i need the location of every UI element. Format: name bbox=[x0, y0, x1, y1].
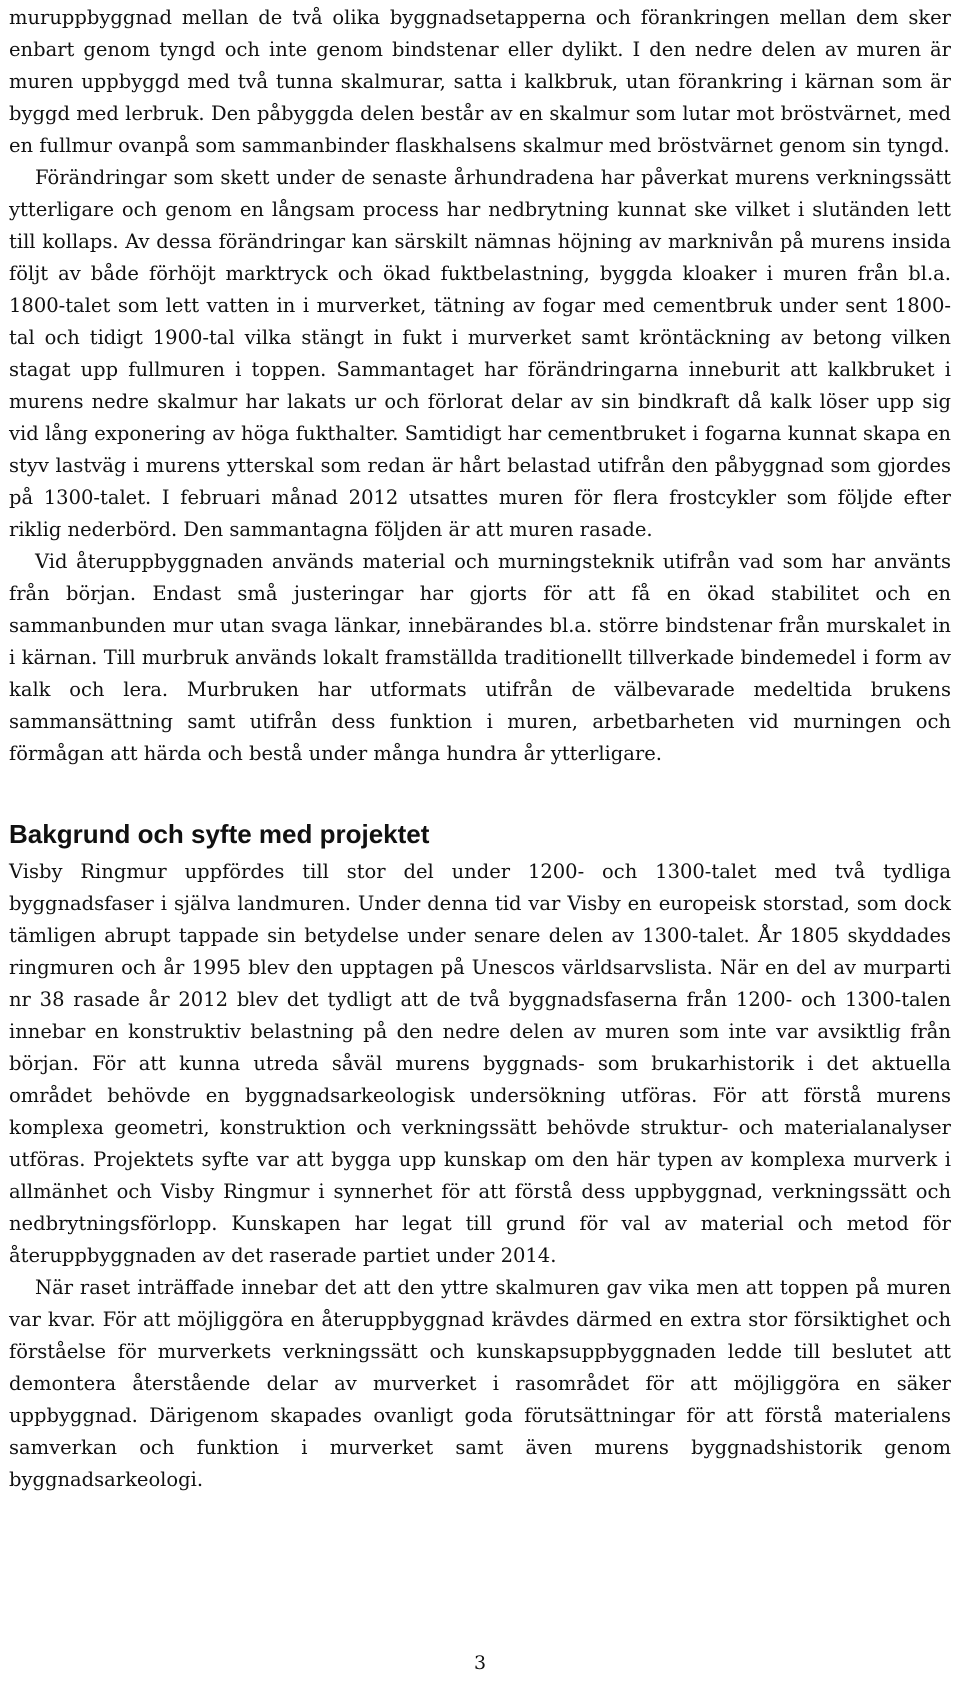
body-paragraph: muruppbyggnad mellan de två olika byggnadsetapperna och förankringen mellan dem sker enbart genom tyngd och inte genom bindstenar eller dylikt. I den nedre delen av muren är muren uppbyggd med två tunna skalmurar, satta i kalkbruk, utan förankring i kärnan som är byggd med lerbruk. Den påbyggda delen består av en skalmur som lutar mot bröstvärnet, med en fullmur ovanpå som sammanbinder flaskhalsens skalmur med bröstvärnet genom sin tyngd. bbox=[9, 6, 951, 157]
body-paragraph: Vid återuppbyggnaden används material och murningsteknik utifrån vad som har använts från början. Endast små justeringar har gjorts för att få en ökad stabilitet och en sammanbunden mur utan svaga länkar, innebärandes bl.a. större bindstenar från murskalet in i kärnan. Till murbruk används lokalt framställda traditionellt tillverkade bindemedel i form av kalk och lera. Murbruken har utformats utifrån de välbevarade medeltida brukens sammansättning samt utifrån dess funktion i muren, arbetbarheten vid murningen och förmågan att härda och bestå under många hundra år ytterligare. bbox=[9, 550, 951, 765]
section-heading: Bakgrund och syfte med projektet bbox=[9, 819, 430, 849]
page-number: 3 bbox=[473, 1652, 487, 1674]
body-paragraph: Visby Ringmur uppfördes till stor del under 1200- och 1300-talet med två tydliga byggnadsfaser i själva landmuren. Under denna tid var Visby en europeisk storstad, som dock tämligen abrupt tappade sin betydelse under senare delen av 1300-talet. År 1805 skyddades ringmuren och år 1995 blev den upptagen på Unescos världsarvslista. När en del av murparti nr 38 rasade år 2012 blev det tydligt att de två byggnadsfaserna från 1200- och 1300-talen innebar en konstruktiv belastning på den nedre delen av muren som inte var avsiktlig från början. För att kunna utreda såväl murens byggnads- som brukarhistorik i det aktuella området behövde en byggnadsarkeologisk undersökning utföras. För att förstå murens komplexa geometri, konstruktion och verkningssätt behövde struktur- och materialanalyser utföras. Projektets syfte var att bygga upp kunskap om den här typen av komplexa murverk i allmänhet och Visby Ringmur i synnerhet för att förstå dess uppbyggnad, verkningssätt och nedbrytningsförlopp. Kunskapen har legat till grund för val av material och metod för återuppbyggnaden av det raserade partiet under 2014. bbox=[9, 860, 951, 1267]
body-paragraph: Förändringar som skett under de senaste århundradena har påverkat murens verkningssätt ytterligare och genom en långsam process har nedbrytning kunnat ske vilket i slutänden lett till kollaps. Av dessa förändringar kan särskilt nämnas höjning av marknivån på murens insida följt av både förhöjt marktryck och ökad fuktbelastning, byggda kloaker i muren från bl.a. 1800-talet som lett vatten in i murverket, tätning av fogar med cementbruk under sent 1800-tal och tidigt 1900-tal vilka stängt in fukt i murverket samt kröntäckning av betong vilken stagat upp fullmuren i toppen. Sammantaget har förändringarna inneburit att kalkbruket i murens nedre skalmur har lakats ur och förlorat delar av sin bindkraft då kalk löser upp sig vid lång exponering av höga fukthalter. Samtidigt har cementbruket i fogarna kunnat skapa en styv lastväg i murens ytterskal som redan är hårt belastad utifrån den påbyggnad som gjordes på 1300-talet. I februari månad 2012 utsattes muren för flera frostcykler som följde efter riklig nederbörd. Den sammantagna följden är att muren rasade. bbox=[9, 166, 951, 541]
body-paragraph: När raset inträffade innebar det att den yttre skalmuren gav vika men att toppen på muren var kvar. För att möjliggöra en återuppbyggnad krävdes därmed en extra stor försiktighet och förståelse för murverkets verkningssätt och kunskapsuppbyggnaden ledde till beslutet att demontera återstående delar av murverket i rasområdet för att möjliggöra en säker uppbyggnad. Därigenom skapades ovanligt goda förutsättningar för att förstå materialens samverkan och funktion i murverket samt även murens byggnadshistorik genom byggnadsarkeologi. bbox=[9, 1276, 951, 1491]
document-page bbox=[9, 2, 951, 1496]
